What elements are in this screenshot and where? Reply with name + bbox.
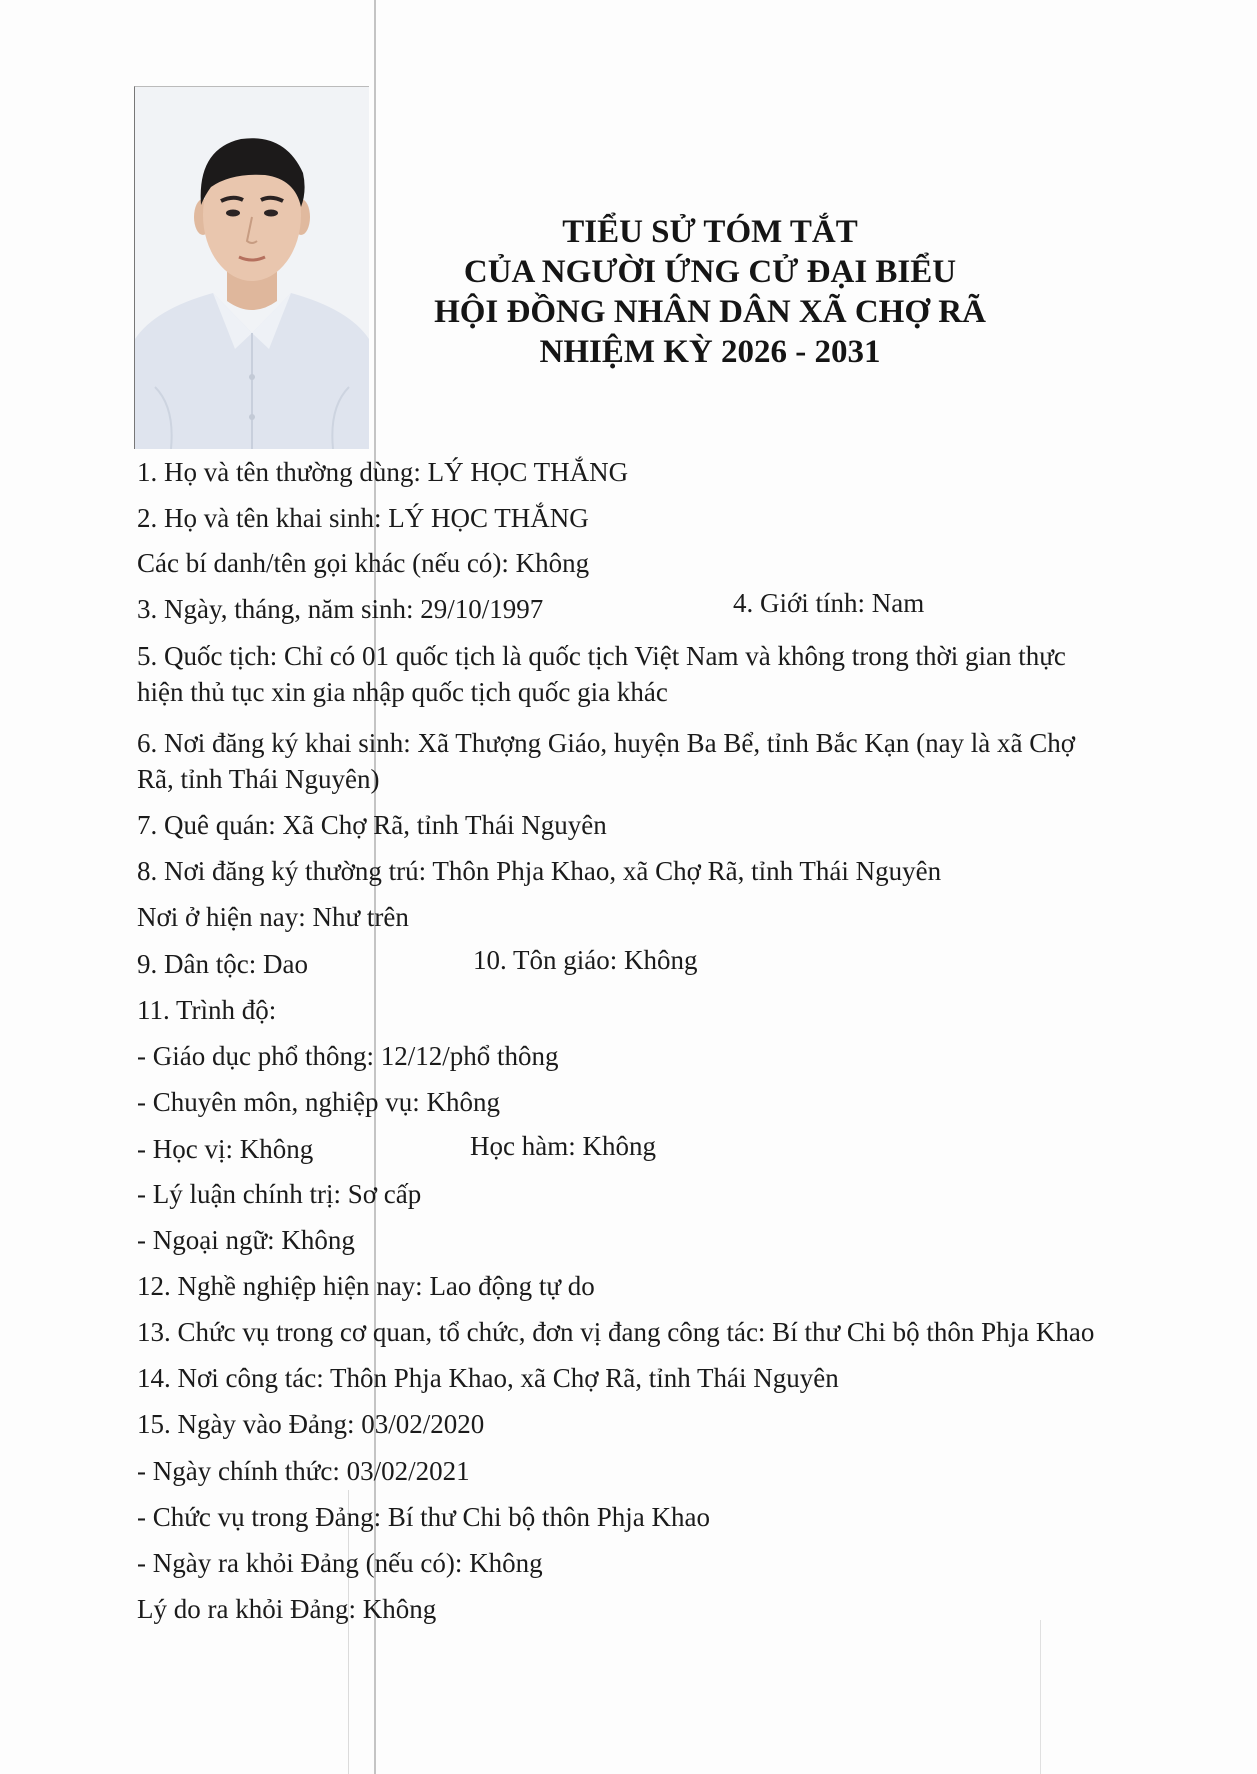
field-workplace: 14. Nơi công tác: Thôn Phja Khao, xã Chợ Rã, tỉnh Thái Nguyên <box>137 1363 839 1393</box>
field-political-theory: - Lý luận chính trị: Sơ cấp <box>137 1179 422 1209</box>
field-party-admission-date: 15. Ngày vào Đảng: 03/02/2020 <box>137 1409 485 1439</box>
field-permanent-residence: 8. Nơi đăng ký thường trú: Thôn Phja Khao, xã Chợ Rã, tỉnh Thái Nguyên <box>137 856 942 886</box>
heading-subtitle: CỦA NGƯỜI ỨNG CỬ ĐẠI BIỂU <box>463 254 957 290</box>
field-party-leave-reason: Lý do ra khỏi Đảng: Không <box>137 1594 437 1624</box>
field-date-of-birth: 3. Ngày, tháng, năm sinh: 29/10/1997 <box>137 594 544 624</box>
field-birth-name: 2. Họ và tên khai sinh: LÝ HỌC THẮNG <box>137 503 589 533</box>
heading-term: NHIỆM KỲ 2026 - 2031 <box>539 334 881 370</box>
candidate-portrait-photo <box>134 86 369 449</box>
field-birth-registration: 6. Nơi đăng ký khai sinh: Xã Thượng Giáo, huyện Ba Bể, tỉnh Bắc Kạn (nay là xã Chợ <box>137 728 1076 758</box>
heading-council: HỘI ĐỒNG NHÂN DÂN XÃ CHỢ RÃ <box>434 294 986 330</box>
field-party-position: - Chức vụ trong Đảng: Bí thư Chi bộ thôn Phja Khao <box>137 1502 710 1532</box>
field-position: 13. Chức vụ trong cơ quan, tổ chức, đơn vị đang công tác: Bí thư Chi bộ thôn Phja Khao <box>137 1317 1095 1347</box>
field-religion: 10. Tôn giáo: Không <box>473 945 698 975</box>
field-professional-qualification: - Chuyên môn, nghiệp vụ: Không <box>137 1087 500 1117</box>
portrait-illustration <box>135 87 369 449</box>
field-birth-registration-cont: Rã, tỉnh Thái Nguyên) <box>137 764 380 794</box>
field-academic-degree: - Học vị: Không <box>137 1134 314 1164</box>
field-nationality: 5. Quốc tịch: Chỉ có 01 quốc tịch là quốc tịch Việt Nam và không trong thời gian thực <box>137 641 1066 671</box>
field-gender: 4. Giới tính: Nam <box>733 588 925 618</box>
field-general-education: - Giáo dục phổ thông: 12/12/phổ thông <box>137 1041 559 1071</box>
field-foreign-language: - Ngoại ngữ: Không <box>137 1225 355 1255</box>
field-occupation: 12. Nghề nghiệp hiện nay: Lao động tự do <box>137 1271 595 1301</box>
heading-title: TIỂU SỬ TÓM TẮT <box>562 214 858 250</box>
field-party-leave-date: - Ngày ra khỏi Đảng (nếu có): Không <box>137 1548 543 1578</box>
field-education-heading: 11. Trình độ: <box>137 995 277 1025</box>
field-common-name: 1. Họ và tên thường dùng: LÝ HỌC THẮNG <box>137 457 629 487</box>
document-heading <box>400 212 1020 372</box>
field-aliases: Các bí danh/tên gọi khác (nếu có): Không <box>137 548 590 578</box>
field-ethnicity: 9. Dân tộc: Dao <box>137 949 308 979</box>
field-current-residence: Nơi ở hiện nay: Như trên <box>137 902 409 932</box>
field-hometown: 7. Quê quán: Xã Chợ Rã, tỉnh Thái Nguyên <box>137 810 607 840</box>
field-nationality-cont: hiện thủ tục xin gia nhập quốc tịch quốc gia khác <box>137 677 668 707</box>
scan-fold-line <box>1040 1620 1041 1774</box>
field-official-membership-date: - Ngày chính thức: 03/02/2021 <box>137 1456 470 1486</box>
field-academic-title: Học hàm: Không <box>470 1131 656 1161</box>
